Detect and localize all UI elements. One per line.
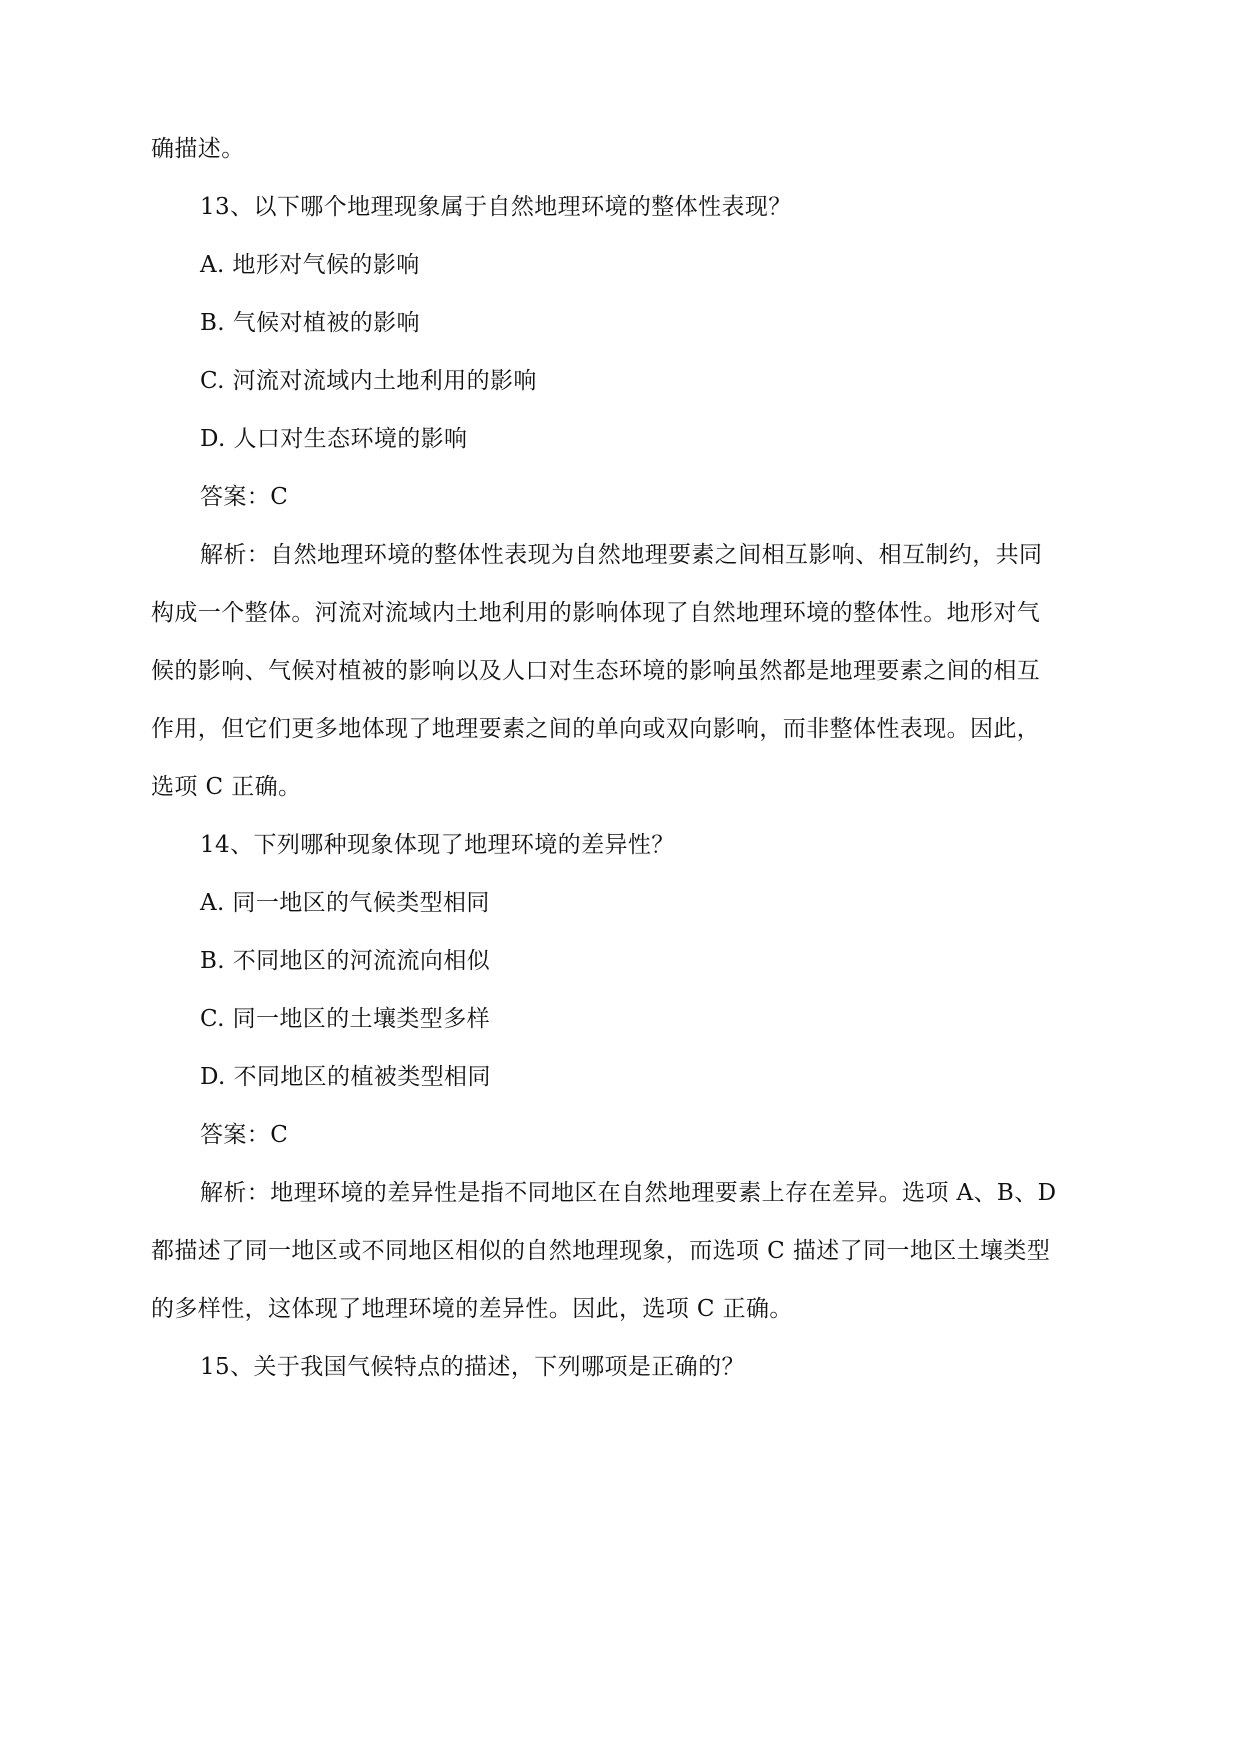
q13-answer: 答案：C <box>200 484 289 510</box>
q14-option-a: A. 同一地区的气候类型相同 <box>200 890 490 916</box>
q13-option-a: A. 地形对气候的影响 <box>200 252 420 278</box>
q13-analysis-line-1: 解析：自然地理环境的整体性表现为自然地理要素之间相互影响、相互制约，共同 <box>200 542 1043 568</box>
q14-analysis-line-3: 的多样性，这体现了地理环境的差异性。因此，选项 C 正确。 <box>151 1296 793 1322</box>
q14-option-d: D. 不同地区的植被类型相同 <box>200 1064 491 1090</box>
q13-option-b: B. 气候对植被的影响 <box>200 310 420 336</box>
q14-option-c: C. 同一地区的土壤类型多样 <box>200 1006 491 1032</box>
question-14: 14、下列哪种现象体现了地理环境的差异性？ <box>200 832 675 858</box>
q13-analysis-line-2: 构成一个整体。河流对流域内土地利用的影响体现了自然地理环境的整体性。地形对气 <box>151 600 1041 626</box>
q13-analysis-line-4: 作用，但它们更多地体现了地理要素之间的单向或双向影响，而非整体性表现。因此， <box>151 716 1041 742</box>
q14-analysis-line-2: 都描述了同一地区或不同地区相似的自然地理现象，而选项 C 描述了同一地区土壤类型 <box>151 1238 1051 1264</box>
q14-option-b: B. 不同地区的河流流向相似 <box>200 948 491 974</box>
q14-analysis-line-1: 解析：地理环境的差异性是指不同地区在自然地理要素上存在差异。选项 A、B、D <box>200 1180 1057 1206</box>
q13-option-c: C. 河流对流域内土地利用的影响 <box>200 368 537 394</box>
previous-analysis-tail: 确描述。 <box>151 136 245 162</box>
q13-analysis-line-3: 候的影响、气候对植被的影响以及人口对生态环境的影响虽然都是地理要素之间的相互 <box>151 658 1041 684</box>
question-15: 15、关于我国气候特点的描述，下列哪项是正确的？ <box>200 1354 745 1380</box>
q13-analysis-line-5: 选项 C 正确。 <box>151 774 302 800</box>
q14-answer: 答案：C <box>200 1122 289 1148</box>
q13-option-d: D. 人口对生态环境的影响 <box>200 426 468 452</box>
question-13: 13、以下哪个地理现象属于自然地理环境的整体性表现？ <box>200 194 792 220</box>
